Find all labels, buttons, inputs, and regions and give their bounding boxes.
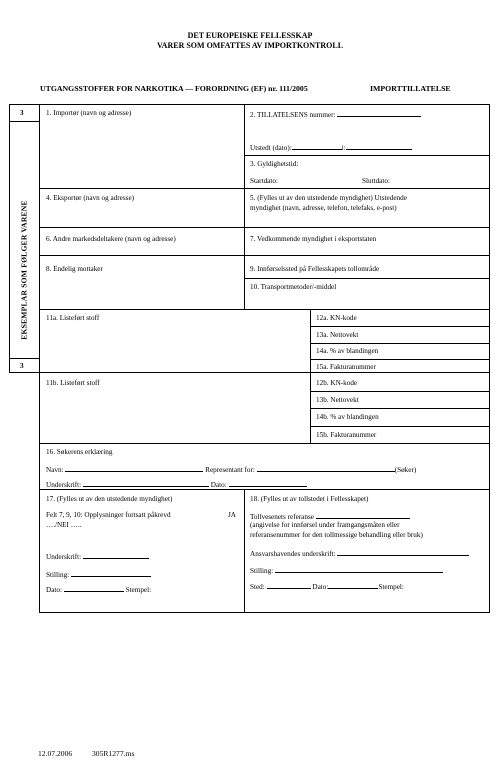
field-15a-invoice-number: 15a. Fakturanummer (316, 363, 376, 371)
header-line-2: VARER SOM OMFATTES AV IMPORTKONTROLL (156, 41, 344, 50)
field-18-customs-reference: Tollvesenets referanse (250, 511, 410, 522)
field-18-responsible-signature: Ansvarshavendes underskrift: (250, 548, 469, 559)
copy-vertical-label: EKSEMPLAR SOM FØLGER VARENE (19, 200, 29, 340)
field-16-signature-line: Underskrift: Dato: (46, 479, 307, 490)
field-18-position: Stilling: (250, 565, 443, 576)
field-16-declaration: 16. Søkerens erklæring (46, 448, 113, 456)
field-5-authority-line-1: 5. (Fylles ut av den utstedende myndighet) Utstedende (250, 194, 407, 202)
field-8-final-consignee: 8. Endelig mottaker (46, 265, 103, 273)
field-7-export-authority: 7. Vedkommende myndighet i eksportstaten (250, 235, 377, 243)
field-3-validity: 3. Gyldighetstid: (250, 160, 299, 168)
field-13b-net-weight: 13b. Nettovekt (316, 396, 359, 404)
field-6-other-operators: 6. Andre markedsdeltakere (navn og adresse) (46, 235, 176, 243)
field-17-date-stamp: Dato: Stempel: (46, 586, 152, 594)
field-13a-net-weight: 13a. Nettovekt (316, 331, 359, 339)
field-18-note-line-2: referansenummer for den tollmessige behandling eller bruk) (250, 531, 423, 539)
document-type: IMPORTTILLATELSE (370, 84, 451, 93)
field-18-customs-office: 18. (Fylles ut av tollstedet i Fellesskapet) (250, 495, 369, 503)
header-line-1: DET EUROPEISKE FELLESSKAP (187, 31, 313, 40)
field-3-start-date: Startdato: (250, 177, 278, 185)
footer-date: 12.07.2006 (38, 749, 73, 758)
field-12b-cn-code: 12b. KN-kode (316, 379, 358, 387)
field-17-issuing-authority: 17. (Fylles ut av den utstedende myndighet) (46, 495, 173, 503)
field-4-exporter: 4. Eksportør (navn og adresse) (46, 194, 135, 202)
field-14a-mixture-percent: 14a. % av blandingen (316, 347, 379, 355)
copy-number-top: 3 (20, 109, 24, 117)
field-10-transport: 10. Transportmetoder/-middel (250, 283, 337, 291)
field-15b-invoice-number: 15b. Fakturanummer (316, 431, 377, 439)
field-17-no: …./NEI ….. (46, 521, 82, 529)
field-5-authority-line-2: myndighet (navn, adresse, telefon, telefaks, e-post) (250, 204, 397, 212)
field-11b-substance: 11b. Listeført stoff (46, 379, 100, 387)
field-16-name-line: Navn: Representant for: (Søker) (46, 466, 417, 474)
field-17-info-required: Felt 7, 9, 10: Opplysninger fortsatt påkrevd (46, 511, 171, 519)
field-1-importer: 1. Importør (navn og adresse) (46, 109, 132, 117)
field-11a-substance: 11a. Listeført stoff (46, 314, 100, 322)
field-2-issued: Utstedt (dato): i: (250, 142, 412, 153)
field-18-note-line-1: (angivelse for innførsel under framgangsmåten eller (250, 521, 400, 529)
field-17-yes: JA (228, 511, 236, 519)
field-18-place-date-stamp: Sted: Dato: Stempel: (250, 583, 404, 591)
field-9-entry-point: 9. Innførselssted på Fellesskapets tollområde (250, 265, 380, 273)
field-3-end-date: Sluttdato: (362, 177, 390, 185)
field-14b-mixture-percent: 14b. % av blandingen (316, 413, 379, 421)
field-17-signature: Underskrift: (46, 551, 149, 562)
field-12a-cn-code: 12a. KN-kode (316, 314, 357, 322)
copy-number-bottom: 3 (20, 362, 24, 370)
field-17-position: Stilling: (46, 569, 151, 580)
form-subtitle: UTGANGSSTOFFER FOR NARKOTIKA — FORORDNING (EF) nr. 111/2005 (40, 84, 308, 93)
field-2-permit-number: 2. TILLATELSENS nummer: (250, 109, 421, 120)
footer-reference: 305R1277.ms (92, 749, 135, 758)
